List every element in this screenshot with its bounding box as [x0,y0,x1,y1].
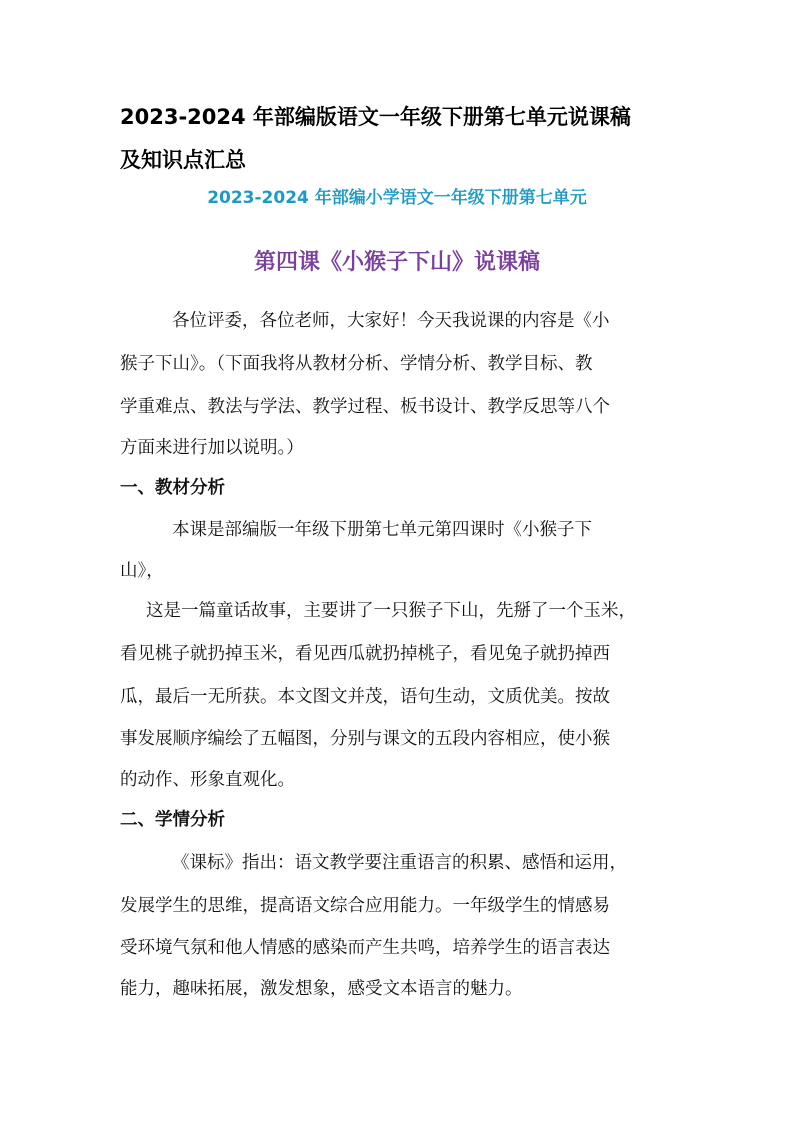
section1-line: 看见桃子就扔掉玉米，看见西瓜就扔掉桃子，看见兔子就扔掉西 [120,644,610,664]
document-title-line-2: 及知识点汇总 [120,148,246,172]
section-heading-textbook-analysis: 一、教材分析 [120,478,225,498]
section1-line: 山》， [120,561,164,581]
section2-line: 《课标》指出：语文教学要注重语言的积累、感悟和运用， [172,853,627,873]
section1-line: 的动作、形象直观化。 [120,770,295,790]
section1-line: 这是一篇童话故事，主要讲了一只猴子下山，先掰了一个玉米， [146,601,636,621]
intro-line: 各位评委，各位老师，大家好！今天我说课的内容是《小 [172,311,610,331]
section2-line: 受环境气氛和他人情感的感染而产生共鸣，培养学生的语言表达 [120,938,610,958]
lesson-title: 第四课《小猴子下山》说课稿 [253,250,540,275]
section2-line: 能力，趣味拓展，激发想象，感受文本语言的魅力。 [120,979,523,999]
section2-line: 发展学生的思维，提高语文综合应用能力。一年级学生的情感易 [120,896,610,916]
section1-line: 本课是部编版一年级下册第七单元第四课时《小猴子下 [172,520,592,540]
section-heading-learner-analysis: 二、学情分析 [120,810,225,830]
intro-line: 猴子下山》。（下面我将从教材分析、学情分析、教学目标、教 [120,354,593,374]
section1-line: 事发展顺序编绘了五幅图，分别与课文的五段内容相应，使小猴 [120,729,610,749]
document-title-line-1: 2023-2024 年部编版语文一年级下册第七单元说课稿 [120,105,631,129]
unit-subtitle: 2023-2024 年部编小学语文一年级下册第七单元 [207,188,587,208]
intro-line: 方面来进行加以说明。） [120,438,304,458]
section1-line: 瓜，最后一无所获。本文图文并茂，语句生动，文质优美。按故 [120,687,610,707]
intro-line: 学重难点、教法与学法、教学过程、板书设计、教学反思等八个 [120,397,610,417]
